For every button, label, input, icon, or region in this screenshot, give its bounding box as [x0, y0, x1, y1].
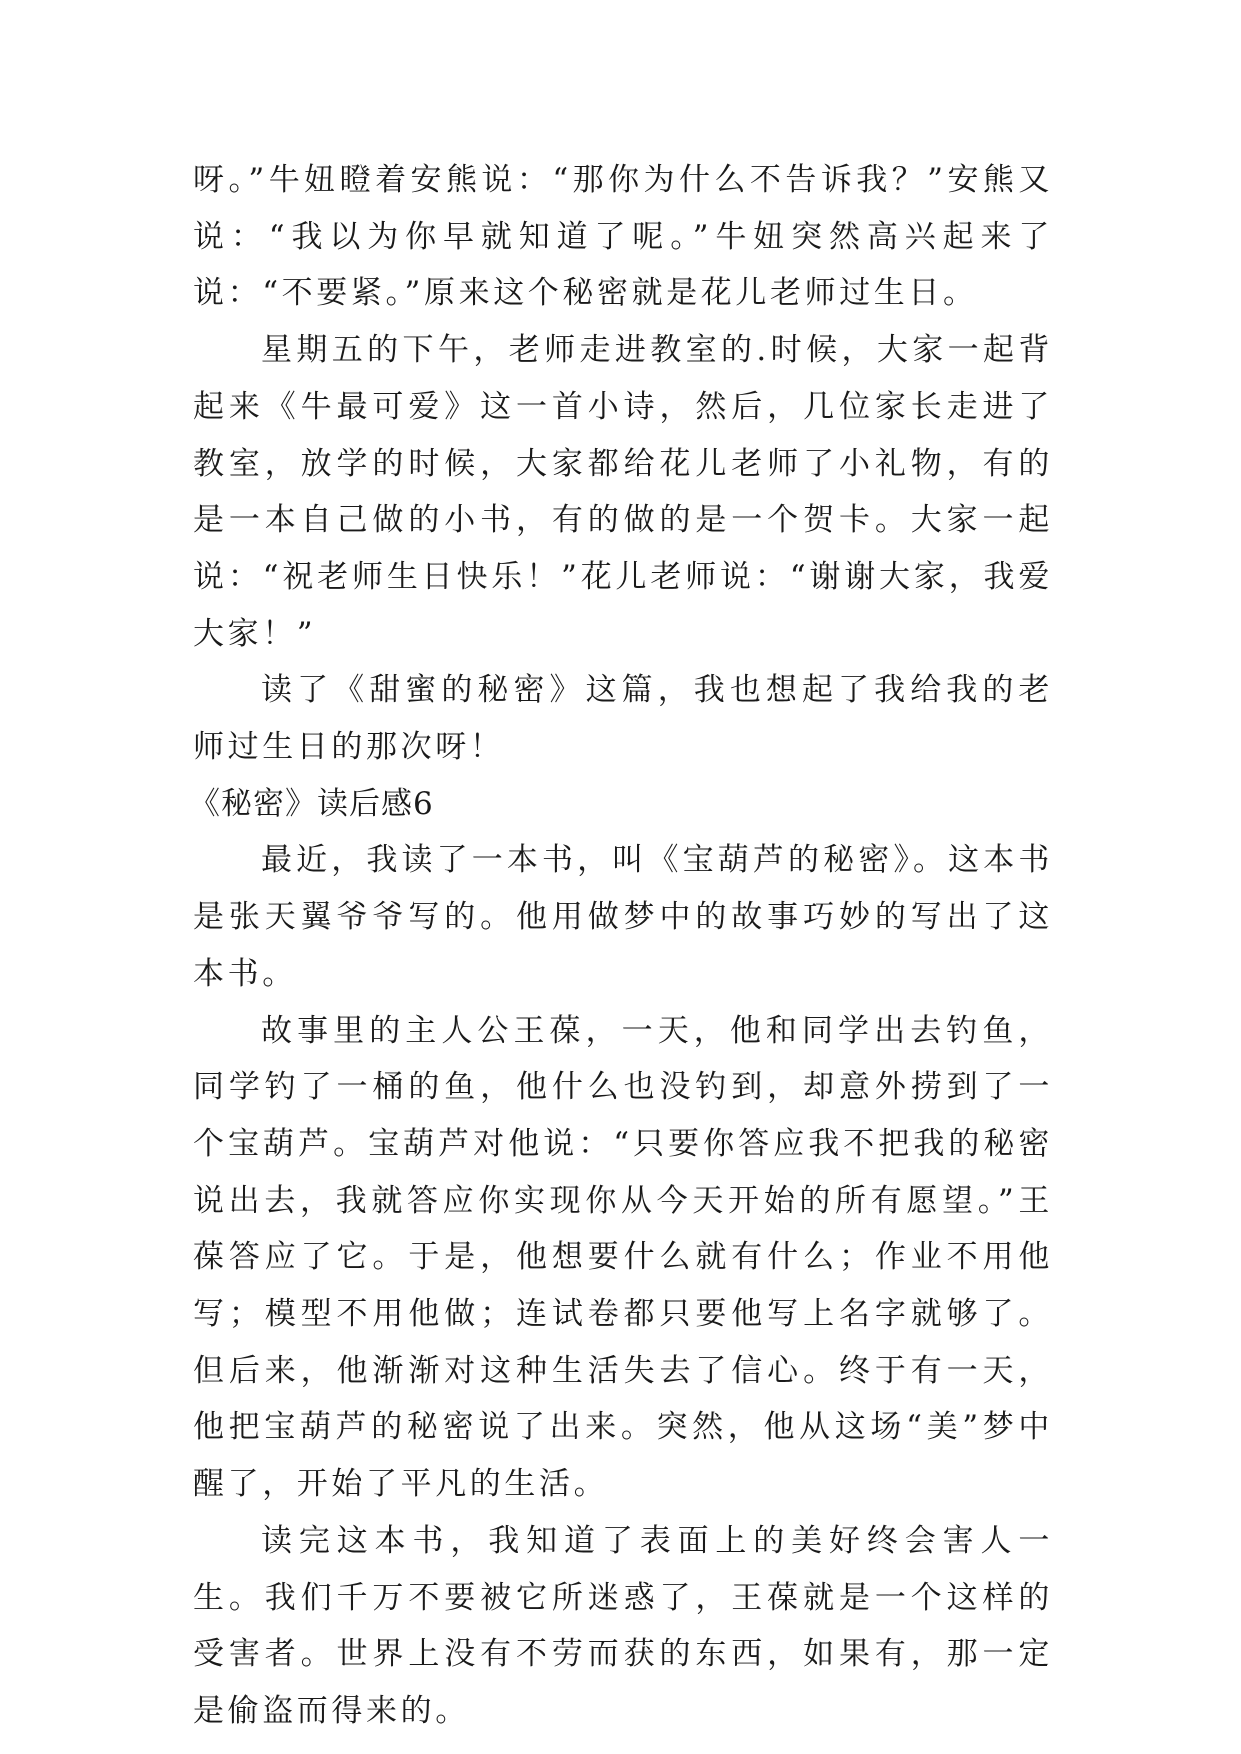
document-body [189, 152, 1053, 1740]
paragraph: 读了《甜蜜的秘密》这篇，我也想起了我给我的老师过生日的那次呀！ [193, 672, 1053, 766]
paragraph: 故事里的主人公王葆，一天，他和同学出去钓鱼，同学钓了一桶的鱼，他什么也没钓到，却意外捞到了一个宝葫芦。宝葫芦对他说：“只要你答应我不把我的秘密说出去，我就答应你实现你从今天开始的所有愿望。”王葆答应了它。于是，他想要什么就有什么；作业不用他写；模型不用他做；连试卷都只要他写上名字就够了。但后来，他渐渐对这种生活失去了信心。终于有一天，他把宝葫芦的秘密说了出来。突然，他从这场“美”梦中醒了，开始了平凡的生活。 [193, 1012, 1053, 1503]
paragraph-continuation: 呀。”牛妞瞪着安熊说：“那你为什么不告诉我？”安熊又说：“我以为你早就知道了呢。”牛妞突然高兴起来了说：“不要紧。”原来这个秘密就是花儿老师过生日。 [193, 162, 1053, 312]
paragraph: 读完这本书，我知道了表面上的美好终会害人一生。我们千万不要被它所迷惑了，王葆就是一个这样的受害者。世界上没有不劳而获的东西，如果有，那一定是偷盗而得来的。 [193, 1522, 1053, 1729]
paragraph: 星期五的下午，老师走进教室的.时候，大家一起背起来《牛最可爱》这一首小诗，然后，几位家长走进了教室，放学的时候，大家都给花儿老师了小礼物，有的是一本自己做的小书，有的做的是一个贺卡。大家一起说：“祝老师生日快乐！”花儿老师说：“谢谢大家，我爱大家！” [193, 332, 1053, 652]
paragraph: 最近，我读了一本书，叫《宝葫芦的秘密》。这本书是张天翼爷爷写的。他用做梦中的故事巧妙的写出了这本书。 [193, 842, 1053, 992]
section-heading: 《秘密》读后感6 [189, 785, 434, 822]
